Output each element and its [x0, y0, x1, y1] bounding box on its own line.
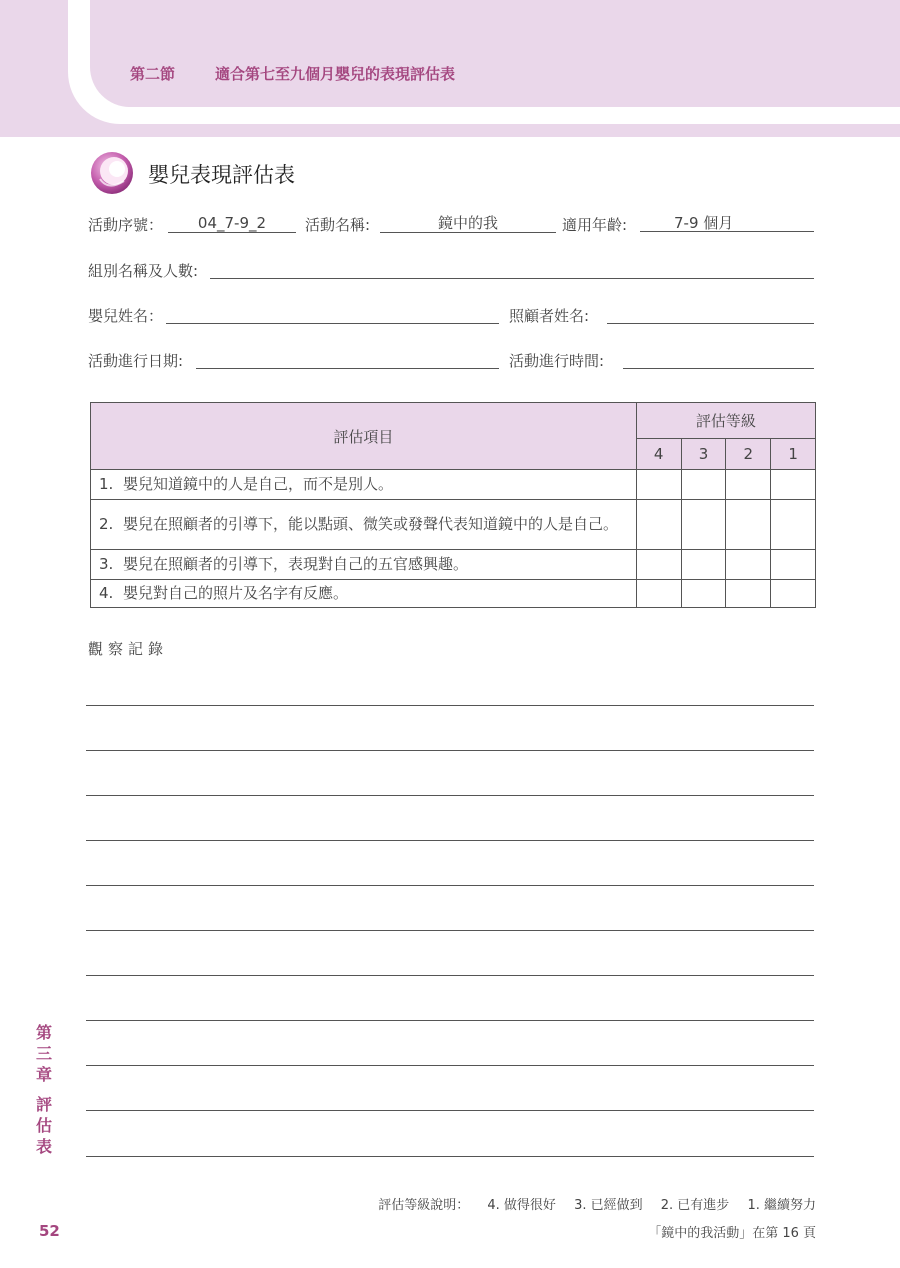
grade-cell[interactable]: [681, 550, 726, 580]
item-cell: [91, 470, 637, 500]
legend-item: 4. 做得很好: [487, 1198, 556, 1213]
grade-cell[interactable]: [771, 470, 816, 500]
swirl-logo-icon: [90, 151, 134, 195]
page-number: 52: [39, 1222, 60, 1240]
assessment-table: [90, 402, 816, 608]
observation-line[interactable]: [86, 750, 814, 751]
item-text: 嬰兒在照顧者的引導下，能以點頭、微笑或發聲代表知道鏡中的人是自己。: [123, 515, 619, 533]
section-label: 第二節: [130, 65, 176, 83]
item-text: 嬰兒在照顧者的引導下，表現對自己的五官感興趣。: [123, 555, 469, 573]
header-panel: [90, 0, 900, 107]
grade-cell[interactable]: [681, 580, 726, 608]
observation-line[interactable]: [86, 930, 814, 931]
item-text: 嬰兒知道鏡中的人是自己，而不是別人。: [123, 475, 394, 493]
observation-line[interactable]: [86, 1110, 814, 1111]
observation-line[interactable]: [86, 885, 814, 886]
grade-cell[interactable]: [726, 500, 771, 550]
table-row: [91, 580, 816, 608]
time-label: 活動進行時間:: [509, 352, 605, 370]
table-row: [91, 500, 816, 550]
table-row: [91, 550, 816, 580]
baby-name-field[interactable]: [166, 305, 499, 324]
grade-cell[interactable]: [636, 470, 681, 500]
grade-2-header: 2: [726, 439, 771, 470]
chapter-label: 第三章: [35, 1023, 52, 1084]
observation-line[interactable]: [86, 840, 814, 841]
age-field[interactable]: 7-9 個月: [640, 214, 814, 232]
observation-title: 觀察記錄: [88, 640, 169, 658]
grade-cell[interactable]: [771, 580, 816, 608]
observation-line[interactable]: [86, 1020, 814, 1021]
age-label: 適用年齡:: [562, 216, 628, 234]
group-field[interactable]: [210, 260, 814, 279]
grade-cell[interactable]: [681, 470, 726, 500]
grade-cell[interactable]: [771, 500, 816, 550]
grade-cell[interactable]: [636, 500, 681, 550]
grade-cell[interactable]: [726, 550, 771, 580]
grade-4-header: 4: [636, 439, 681, 470]
section-title: 適合第七至九個月嬰兒的表現評估表: [215, 65, 456, 83]
time-field[interactable]: [623, 350, 814, 369]
date-label: 活動進行日期:: [88, 352, 184, 370]
activity-name-field[interactable]: 鏡中的我: [380, 214, 556, 233]
form-title: 嬰兒表現評估表: [148, 163, 295, 187]
grade-cell[interactable]: [636, 550, 681, 580]
table-row: [91, 470, 816, 500]
observation-line[interactable]: [86, 1156, 814, 1157]
observation-line[interactable]: [86, 705, 814, 706]
grade-cell[interactable]: [726, 470, 771, 500]
grade-header: 評估等級: [636, 403, 815, 439]
item-number: 4.: [99, 584, 114, 602]
group-label: 組別名稱及人數:: [88, 262, 199, 280]
grade-cell[interactable]: [681, 500, 726, 550]
activity-no-label: 活動序號：: [88, 216, 164, 234]
form-label: 評估表: [35, 1095, 52, 1156]
observation-line[interactable]: [86, 795, 814, 796]
grade-cell[interactable]: [771, 550, 816, 580]
grade-legend: [378, 1194, 816, 1213]
carer-name-field[interactable]: [607, 305, 814, 324]
grade-cell[interactable]: [636, 580, 681, 608]
page-reference: 「鏡中的我活動」在第 16 頁: [648, 1226, 816, 1241]
legend-item: 3. 已經做到: [574, 1198, 643, 1213]
item-header: 評估項目: [91, 403, 637, 470]
activity-name-label: 活動名稱:: [305, 216, 371, 234]
legend-item: 1. 繼續努力: [747, 1198, 816, 1213]
baby-name-label: 嬰兒姓名：: [88, 307, 164, 325]
grade-1-header: 1: [771, 439, 816, 470]
item-number: 2.: [99, 515, 114, 533]
item-text: 嬰兒對自己的照片及名字有反應。: [123, 584, 349, 602]
carer-name-label: 照顧者姓名:: [509, 307, 590, 325]
observation-line[interactable]: [86, 975, 814, 976]
grade-3-header: 3: [681, 439, 726, 470]
item-cell: [91, 580, 637, 608]
date-field[interactable]: [196, 350, 499, 369]
item-number: 3.: [99, 555, 114, 573]
grade-cell[interactable]: [726, 580, 771, 608]
activity-no-field[interactable]: 04_7-9_2: [168, 214, 296, 233]
item-cell: [91, 550, 637, 580]
item-number: 1.: [99, 475, 114, 493]
legend-label: 評估等級說明：: [378, 1198, 470, 1213]
item-cell: [91, 500, 637, 550]
observation-line[interactable]: [86, 1065, 814, 1066]
legend-item: 2. 已有進步: [660, 1198, 730, 1213]
